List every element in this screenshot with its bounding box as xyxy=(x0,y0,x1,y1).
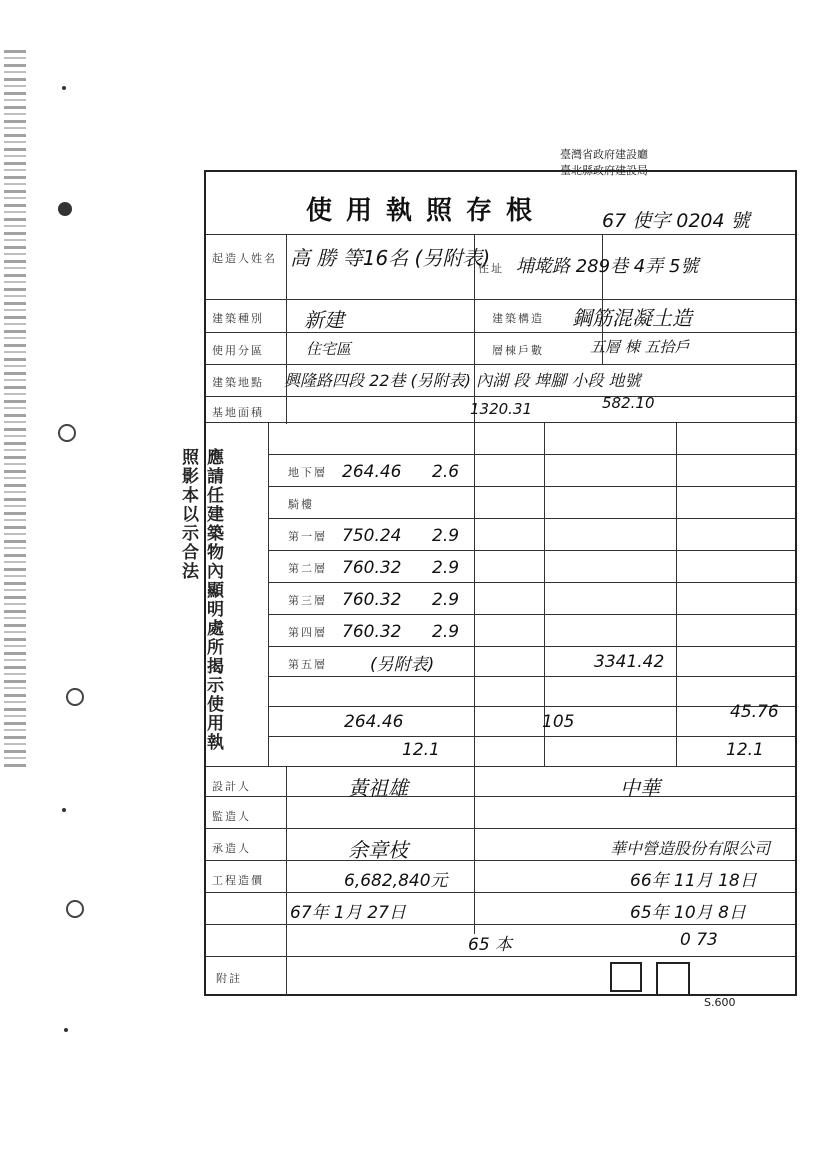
structure-label: 建築構造 xyxy=(492,312,544,325)
binder-dot xyxy=(62,808,66,812)
form-title: 使用執照存根 xyxy=(306,196,547,226)
floor-area: 750.24 xyxy=(342,526,402,546)
seal-stamp xyxy=(656,962,690,996)
remarks-label: 附註 xyxy=(216,972,242,985)
rule xyxy=(206,956,795,957)
cost-value: 6,682,840元 xyxy=(344,871,448,891)
address-label: 住址 xyxy=(478,262,504,275)
type-label: 建築種別 xyxy=(212,312,264,325)
floor-area: 760.32 xyxy=(342,590,402,610)
rule xyxy=(474,234,475,934)
underground-area: 264.46 xyxy=(344,712,404,732)
rule xyxy=(268,454,795,455)
designer-firm: 中華 xyxy=(620,776,660,800)
type-value: 新建 xyxy=(304,308,344,332)
finish-date: 65年 10月 8日 xyxy=(630,903,746,923)
rule xyxy=(206,892,795,893)
owner-label: 起造人姓名 xyxy=(212,252,277,265)
agency-line-1: 臺灣省政府建設廳 xyxy=(560,148,648,161)
area-label: 基地面積 xyxy=(212,406,264,419)
rule xyxy=(206,332,795,333)
rule xyxy=(268,422,269,767)
floor-label: 地下層 xyxy=(288,466,327,479)
supervisor-label: 監造人 xyxy=(212,810,251,823)
structure-value: 鋼筋混凝土造 xyxy=(572,306,692,330)
height-value: 12.1 xyxy=(402,740,440,760)
owner-value: 高 勝 等16名 (另附表) xyxy=(290,246,491,270)
cost-label: 工程造價 xyxy=(212,874,264,887)
agency-line-2: 臺北縣政府建設局 xyxy=(560,164,648,177)
builder-firm: 華中營造股份有限公司 xyxy=(610,839,771,858)
location-label: 建築地點 xyxy=(212,376,264,389)
designer-label: 設計人 xyxy=(212,780,251,793)
rule xyxy=(286,234,287,424)
punch-hole xyxy=(58,424,76,442)
address-value: 埔墘路 289巷 4弄 5號 xyxy=(516,256,699,277)
rule xyxy=(286,766,287,996)
building-area-value: 582.10 xyxy=(602,394,655,412)
rule xyxy=(206,364,795,365)
rule xyxy=(268,676,795,677)
use-label: 使用分區 xyxy=(212,344,264,357)
area-value: 1320.31 xyxy=(470,400,533,418)
floor-height: 2.9 xyxy=(432,526,460,546)
height2-value: 12.1 xyxy=(726,740,764,760)
floor-label: 第二層 xyxy=(288,562,327,575)
floor-area: (另附表) xyxy=(370,655,435,675)
ratio-value: 45.76 xyxy=(730,702,779,722)
rule xyxy=(676,422,677,767)
punch-hole xyxy=(66,900,84,918)
rule xyxy=(206,234,795,235)
rule xyxy=(206,828,795,829)
punch-hole xyxy=(58,202,72,216)
permit-number: 67 使字 0204 號 xyxy=(602,210,750,232)
designer-name: 黃祖雄 xyxy=(348,776,408,800)
permit-no: 0 73 xyxy=(680,930,718,950)
permit-note: 65 本 xyxy=(468,935,513,955)
rule xyxy=(206,766,795,767)
binder-dot xyxy=(64,1028,68,1032)
seal-stamp xyxy=(610,962,642,992)
rule xyxy=(206,396,795,397)
rule xyxy=(206,422,795,423)
floor-label: 騎樓 xyxy=(288,498,314,511)
floor-area: 760.32 xyxy=(342,558,402,578)
floors-value: 五層 棟 五拾戶 xyxy=(590,338,690,356)
floors-label: 層棟戶數 xyxy=(492,344,544,357)
builder-label: 承造人 xyxy=(212,842,251,855)
total-area: 3341.42 xyxy=(594,652,665,672)
side-note: 應請任建築物內顯明處所揭示使用執照影本以示合法 xyxy=(178,448,223,752)
permit-form xyxy=(204,170,797,996)
rule xyxy=(206,796,795,797)
rule xyxy=(268,486,795,487)
floor-label: 第五層 xyxy=(288,658,327,671)
floor-height: 2.9 xyxy=(432,558,460,578)
rule xyxy=(268,706,795,707)
floor-height: 2.9 xyxy=(432,622,460,642)
binder-strip xyxy=(4,50,26,770)
floor-label: 第一層 xyxy=(288,530,327,543)
start-date: 66年 11月 18日 xyxy=(630,871,757,891)
rule xyxy=(268,550,795,551)
stamp-number: S.600 xyxy=(704,996,736,1009)
floor-label: 第三層 xyxy=(288,594,327,607)
floor-area: 760.32 xyxy=(342,622,402,642)
binder-dot xyxy=(62,86,66,90)
location-value: 興隆路四段 22巷 (另附表) 內湖 段 埤腳 小段 地號 xyxy=(284,371,641,390)
outdoor-area: 105 xyxy=(542,712,575,732)
use-value: 住宅區 xyxy=(306,340,352,358)
builder-name: 余章枝 xyxy=(348,838,408,862)
rule xyxy=(268,614,795,615)
rule xyxy=(206,924,795,925)
floor-height: 2.9 xyxy=(432,590,460,610)
floor-area: 264.46 xyxy=(342,462,402,482)
rule xyxy=(268,582,795,583)
rule xyxy=(206,299,795,300)
floor-height: 2.6 xyxy=(432,462,460,482)
rule xyxy=(268,646,795,647)
complete-date: 67年 1月 27日 xyxy=(290,903,406,923)
rule xyxy=(268,736,795,737)
rule xyxy=(206,860,795,861)
punch-hole xyxy=(66,688,84,706)
rule xyxy=(268,518,795,519)
floor-label: 第四層 xyxy=(288,626,327,639)
